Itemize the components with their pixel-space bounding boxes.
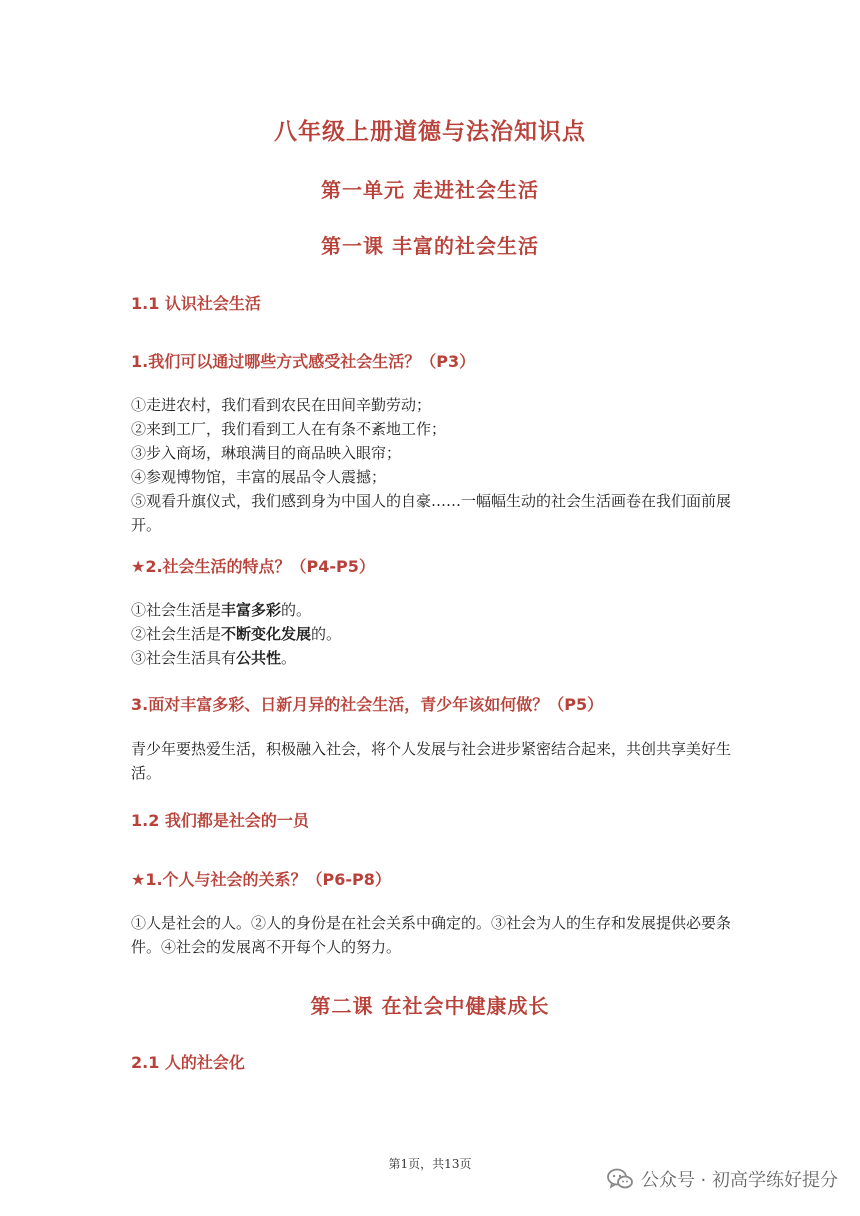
question-4-heading: ★1.个人与社会的关系？（P6-P8） <box>131 870 391 889</box>
answer-line: ②来到工厂，我们看到工人在有条不紊地工作； <box>131 420 447 438</box>
section-1-2-heading: 1.2 我们都是社会的一员 <box>131 811 309 830</box>
question-3-heading: 3.面对丰富多彩、日新月异的社会生活，青少年该如何做？（P5） <box>131 695 604 714</box>
answer-line: ③社会生活具有公共性。 <box>131 649 297 667</box>
key-term: 不断变化发展 <box>221 625 312 643</box>
question-1-answer <box>131 393 751 537</box>
question-1-heading: 1.我们可以通过哪些方式感受社会生活？（P3） <box>131 352 476 371</box>
answer-line: ①社会生活是丰富多彩的。 <box>131 601 312 619</box>
question-2-answer <box>131 598 751 670</box>
page-number: 第1页，共13页 <box>388 1157 472 1171</box>
answer-line: ③步入商场，琳琅满目的商品映入眼帘； <box>131 444 402 462</box>
section-1-1-heading: 1.1 认识社会生活 <box>131 294 261 313</box>
key-term: 丰富多彩 <box>221 601 282 619</box>
key-term: 公共性 <box>236 649 282 667</box>
question-2-heading: ★2.社会生活的特点？（P4-P5） <box>131 557 375 576</box>
answer-line: ①走进农村，我们看到农民在田间辛勤劳动； <box>131 396 432 414</box>
answer-line: ④参观博物馆，丰富的展品令人震撼； <box>131 468 387 486</box>
watermark-text: 公众号 · 初高学练好提分 <box>640 1170 838 1191</box>
lesson-1-heading: 第一课 丰富的社会生活 <box>321 234 539 258</box>
question-4-answer: ①人是社会的人。②人的身份是在社会关系中确定的。③社会为人的生存和发展提供必要条件。④社会的发展离不开每个人的努力。 <box>131 914 732 956</box>
lesson-2-heading: 第二课 在社会中健康成长 <box>310 994 550 1018</box>
answer-line: ②社会生活是不断变化发展的。 <box>131 625 342 643</box>
watermark <box>607 1166 838 1192</box>
unit-heading: 第一单元 走进社会生活 <box>321 178 539 202</box>
answer-line: ⑤观看升旗仪式，我们感到身为中国人的自豪……一幅幅生动的社会生活画卷在我们面前展开。 <box>131 492 732 534</box>
document-title: 八年级上册道德与法治知识点 <box>274 119 586 145</box>
section-2-1-heading: 2.1 人的社会化 <box>131 1053 245 1072</box>
wechat-icon <box>607 1167 633 1191</box>
question-3-answer: 青少年要热爱生活，积极融入社会，将个人发展与社会进步紧密结合起来，共创共享美好生活。 <box>131 740 732 782</box>
